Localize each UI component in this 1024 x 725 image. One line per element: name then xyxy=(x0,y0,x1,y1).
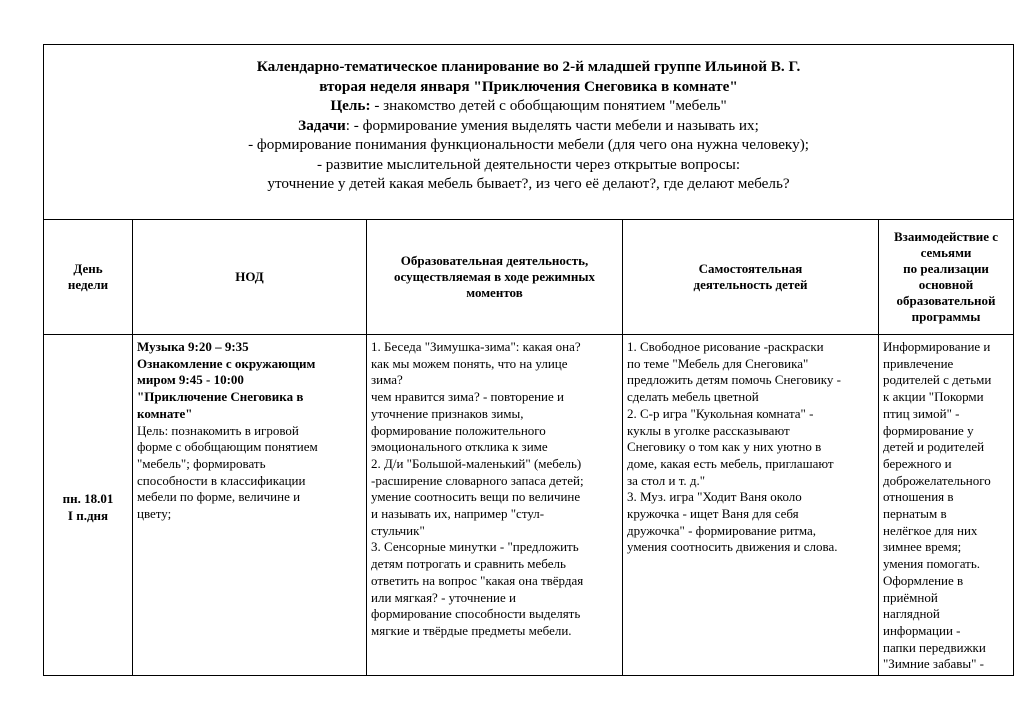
cell-line: 3. Сенсорные минутки - "предложить xyxy=(371,539,579,555)
day-cell: пн. 18.01 I п.дня xyxy=(44,335,133,676)
tasks-label: Задачи xyxy=(298,116,346,134)
cell-line: -расширение словарного запаса детей; xyxy=(371,472,584,488)
cell-line: зима? xyxy=(371,372,403,388)
edu-activity-cell xyxy=(367,335,623,676)
cell-line: птиц зимой" - xyxy=(883,405,960,421)
task-2: - формирование понимания функциональности мебели (для чего она нужна человеку); xyxy=(248,136,809,153)
cell-line: информации - xyxy=(883,622,961,638)
cell-line: нелёгкое для них xyxy=(883,522,978,538)
cell-line: комнате" xyxy=(137,405,193,421)
cell-line: за стол и т. д." xyxy=(627,472,706,488)
cell-line: Снеговику о том как у них уютно в xyxy=(627,439,822,455)
cell-line: привлечение xyxy=(883,355,954,371)
cell-line: умения помогать. xyxy=(883,556,981,572)
cell-line: как мы можем понять, что на улице xyxy=(371,355,568,371)
cell-line: сделать мебель цветной xyxy=(627,389,759,405)
cell-line: формирование положительного xyxy=(371,422,546,438)
cell-line: папки передвижки xyxy=(883,639,986,655)
cell-line: бережного и xyxy=(883,455,952,471)
cell-line: к акции "Покорми xyxy=(883,389,984,405)
column-header-self-activity: Самостоятельная деятельность детей xyxy=(623,220,879,335)
document-title: Календарно-тематическое планирование во 2-й младшей группе Ильиной В. Г. xyxy=(256,58,801,75)
cell-line: по теме "Мебель для Снеговика" xyxy=(627,355,809,371)
cell-line: дружочка" - формирование ритма, xyxy=(627,522,817,538)
cell-line: Ознакомление с окружающим xyxy=(137,355,316,371)
cell-line: детей и родителей xyxy=(883,439,985,455)
planning-document xyxy=(43,44,1013,672)
cell-line: Оформление в xyxy=(883,572,964,588)
cell-line: и называть их, например "стул- xyxy=(371,506,545,522)
cell-line: цвету; xyxy=(137,506,172,522)
cell-line: предложить детям помочь Снеговику - xyxy=(627,372,842,388)
goal-line xyxy=(44,96,1013,116)
column-header-day: День недели xyxy=(44,220,133,335)
cell-line: 2. Д/и "Большой-маленький" (мебель) xyxy=(371,455,582,471)
cell-line: способности в классификации xyxy=(137,472,306,488)
cell-line: "Приключение Снеговика в xyxy=(137,389,304,405)
cell-line: наглядной xyxy=(883,606,940,622)
cell-line: мебели по форме, величине и xyxy=(137,489,301,505)
cell-line: умения соотносить движения и слова. xyxy=(627,539,838,555)
cell-line: кружочка - ищет Ваня для себя xyxy=(627,506,799,522)
task-3: - развитие мыслительной деятельности через открытые вопросы: xyxy=(316,155,741,173)
column-header-edu-activity: Образовательная деятельность, осуществляемая в ходе режимных моментов xyxy=(367,220,623,335)
table-row xyxy=(44,335,1014,676)
cell-line: эмоционального отклика к зиме xyxy=(371,439,548,455)
cell-line: форме с обобщающим понятием xyxy=(137,439,318,455)
column-header-row xyxy=(44,220,1014,335)
cell-line: или мягкая? - уточнение и xyxy=(371,589,516,605)
tasks-line xyxy=(44,116,1013,136)
cell-line: формирование у xyxy=(883,422,974,438)
cell-line: куклы в уголке рассказывают xyxy=(627,422,790,438)
cell-line: чем нравится зима? - повторение и xyxy=(371,389,564,405)
cell-line: отношения в xyxy=(883,489,954,505)
cell-line: мягкие и твёрдые предметы мебели. xyxy=(371,622,572,638)
nod-cell xyxy=(133,335,367,676)
cell-line: родителей с детьми xyxy=(883,372,992,388)
self-activity-cell xyxy=(623,335,879,676)
cell-line: формирование способности выделять xyxy=(371,606,581,622)
column-header-nod: НОД xyxy=(133,220,367,335)
task-4: уточнение у детей какая мебель бывает?, из чего её делают?, где делают мебель? xyxy=(267,175,790,192)
cell-line: стульчик" xyxy=(371,522,425,538)
cell-line: Цель: познакомить в игровой xyxy=(137,422,299,438)
cell-line: доброжелательного xyxy=(883,472,991,488)
cell-line: Информирование и xyxy=(883,339,991,354)
goal-text: - знакомство детей с обобщающим понятием "мебель" xyxy=(370,97,727,114)
cell-line: пернатым в xyxy=(883,506,947,522)
cell-line: 1. Свободное рисование -раскраски xyxy=(627,339,824,354)
cell-line: приёмной xyxy=(883,589,938,605)
family-cell xyxy=(879,335,1014,676)
document-header xyxy=(44,45,1014,220)
cell-line: умение соотносить вещи по величине xyxy=(371,489,581,505)
cell-line: "Зимние забавы" - xyxy=(883,656,984,672)
cell-line: доме, какая есть мебель, приглашают xyxy=(627,455,834,471)
column-header-family: Взаимодействие с семьями по реализации основной образовательной программы xyxy=(879,220,1014,335)
cell-line: детям потрогать и сравнить мебель xyxy=(371,556,566,572)
cell-line: ответить на вопрос "какая она твёрдая xyxy=(371,572,584,588)
cell-line: "мебель"; формировать xyxy=(137,455,266,471)
cell-line: 2. С-р игра "Кукольная комната" - xyxy=(627,405,814,421)
cell-line: миром 9:45 - 10:00 xyxy=(137,372,244,388)
cell-line: уточнение признаков зимы, xyxy=(371,405,524,421)
cell-line: 3. Муз. игра "Ходит Ваня около xyxy=(627,489,802,505)
goal-label: Цель: xyxy=(330,97,371,114)
week-subtitle: вторая неделя января "Приключения Снеговика в комнате" xyxy=(319,77,738,95)
cell-line: зимнее время; xyxy=(883,539,962,555)
cell-line: Музыка 9:20 – 9:35 xyxy=(137,339,249,354)
planning-table xyxy=(43,44,1014,676)
tasks-text: : - формирование умения выделять части мебели и называть их; xyxy=(345,116,759,134)
cell-line: 1. Беседа "Зимушка-зима": какая она? xyxy=(371,339,581,354)
